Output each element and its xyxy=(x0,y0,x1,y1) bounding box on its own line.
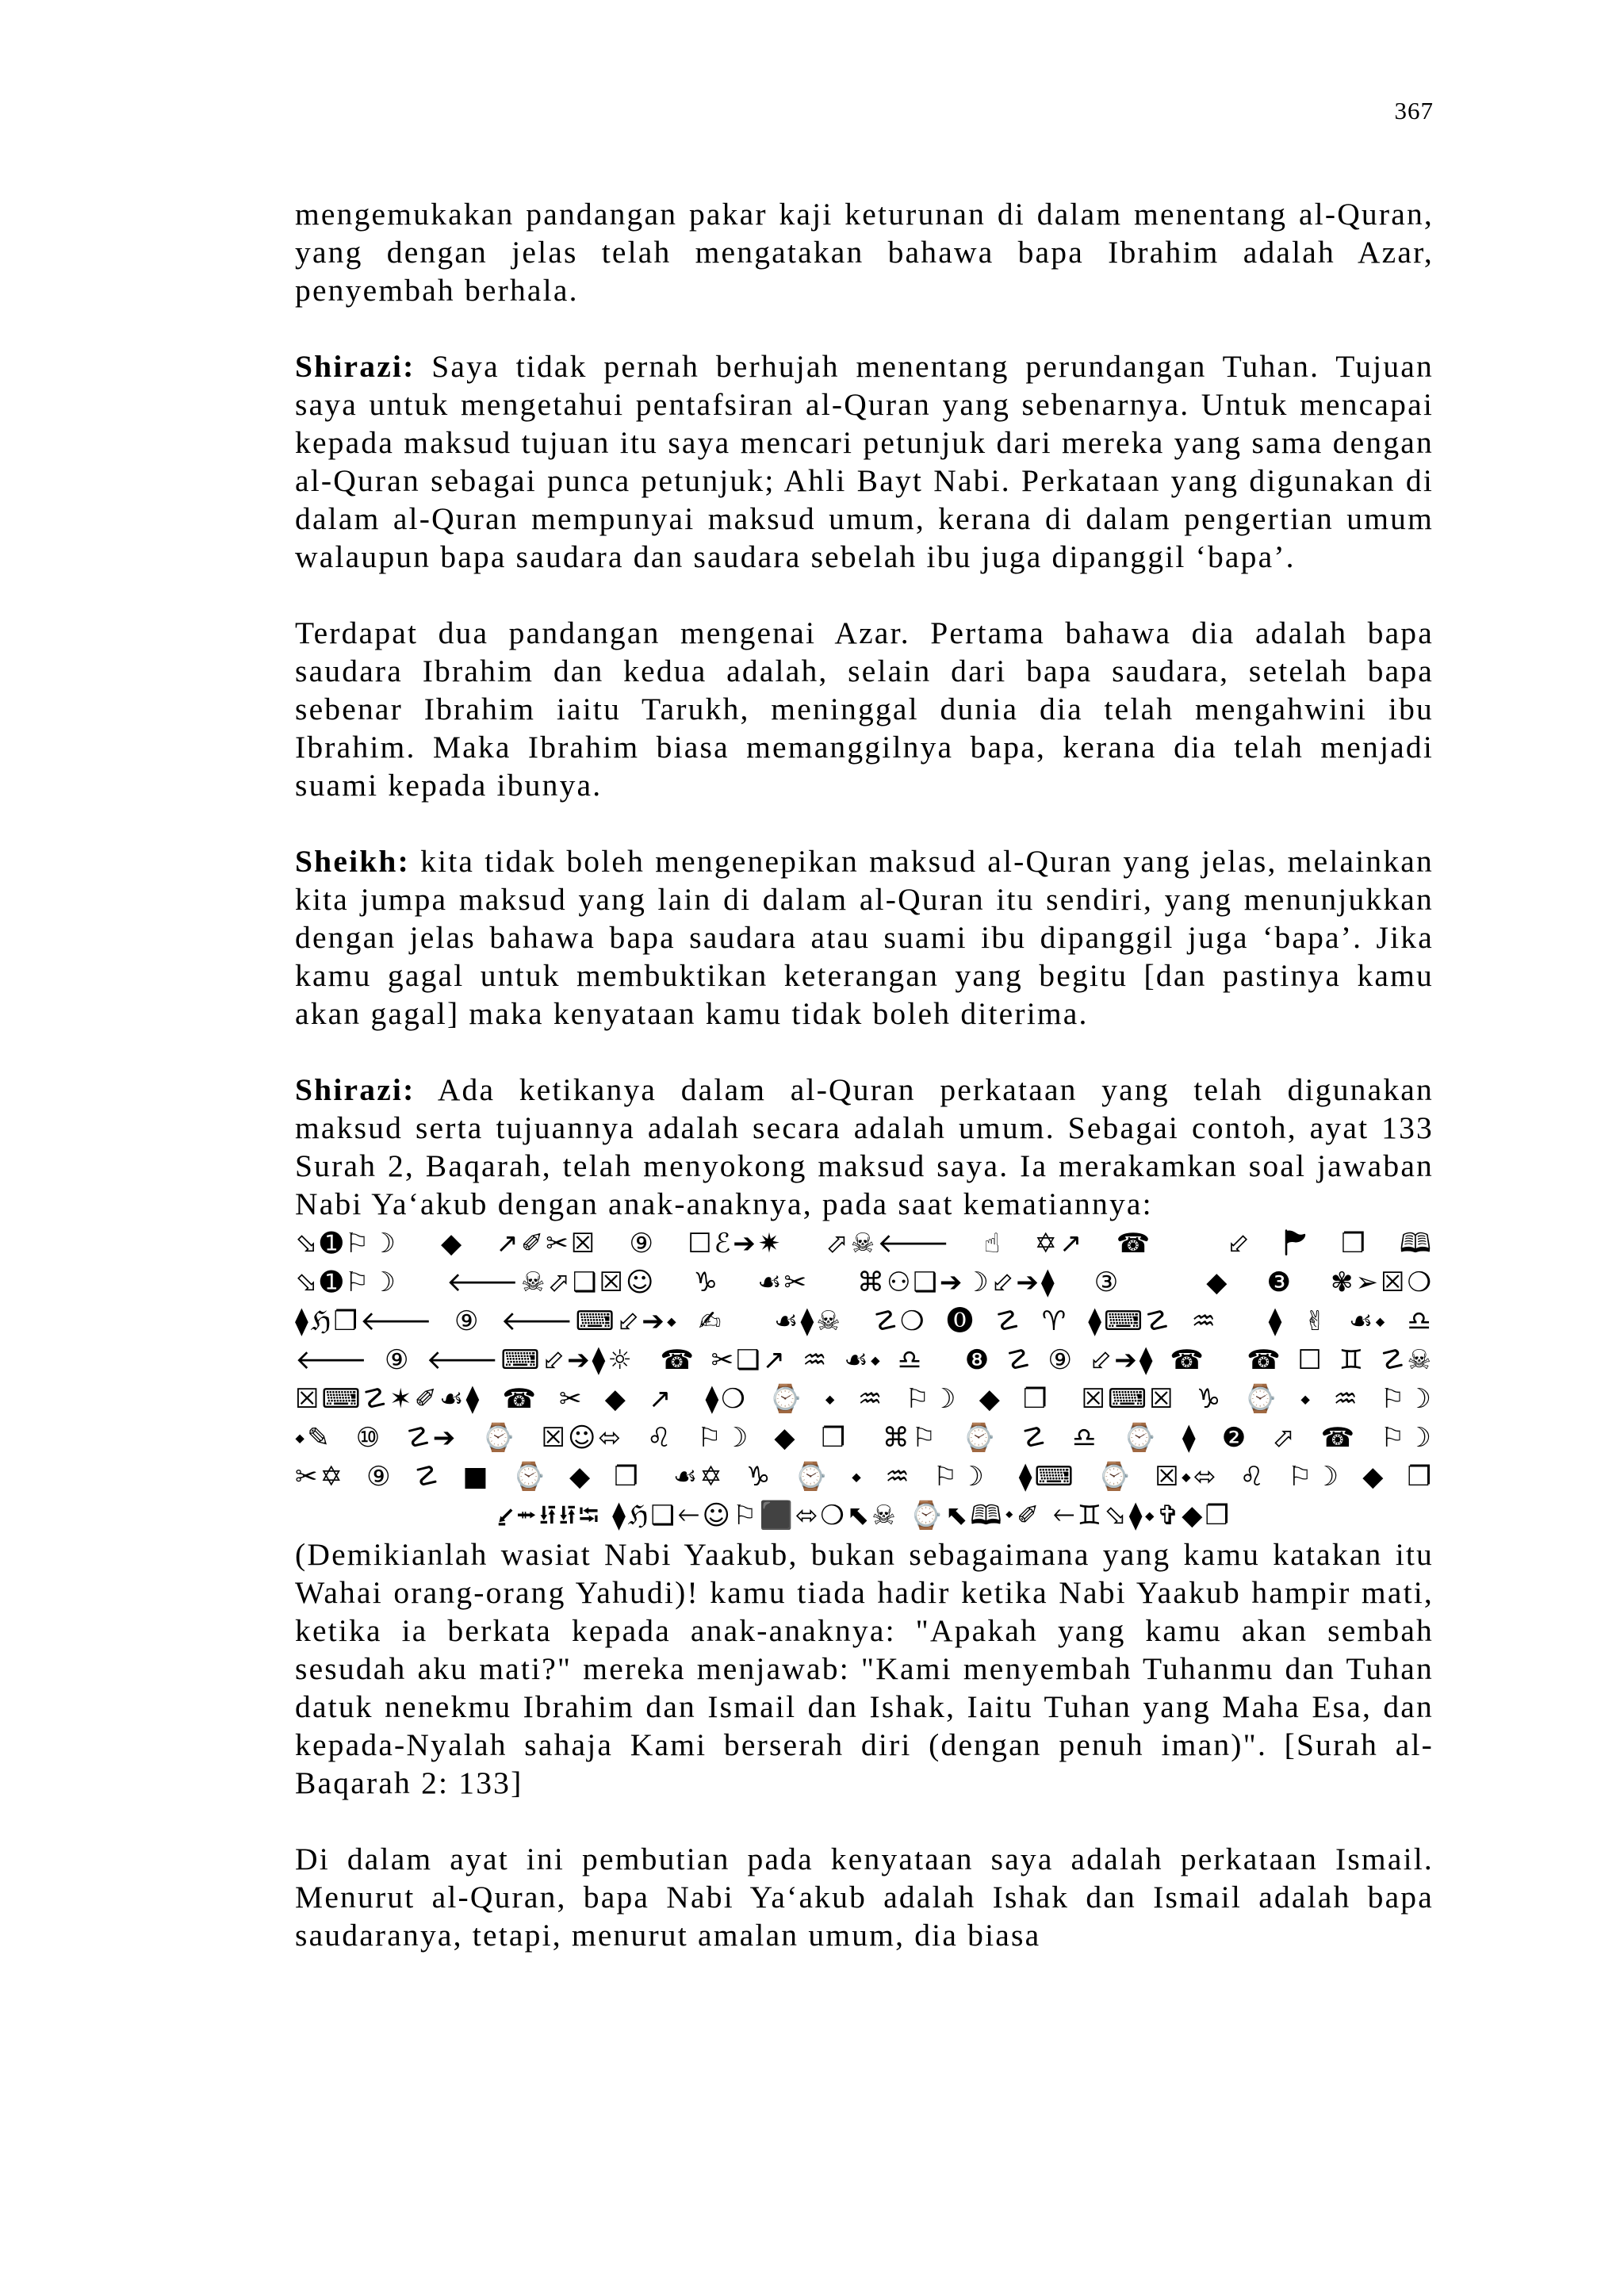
verse-line: ⬩✎⑩☡➔⌚☒☺⬄♌⚐☽◆❐ ⌘⚐⌚☡♎⌚⧫❷⬀☎⚐☽ xyxy=(295,1422,1434,1454)
page-number: 367 xyxy=(1394,97,1434,125)
verse-line: ✂✡⑨☡■⌚◆❐ ☙✡♑⌚⬩♒⚐☽ ⧫⌨⌚☒⬩⬄♌⚐☽◆❐ xyxy=(295,1461,1434,1493)
verse-line: ⬂➊⚐☽ ◆↗✐✂☒⑨☐ℰ➔✷ ⬀☠🡐☝✡↗☎ ⬃🏲❐🕮 xyxy=(295,1228,1434,1259)
verse-line: 🡐⑨🡐⌨⬃➔⧫☼ ☎✂❑↗♒☙⬩♎ ❽☡⑨⬃➔⧫☎ ☎☐♊☡☠ xyxy=(295,1344,1434,1376)
paragraph-2 xyxy=(295,347,1434,576)
paragraph-text: mengemukakan pandangan pakar kaji keturunan di dalam menentang al-Quran, yang dengan jelas telah mengatakan bahawa bapa Ibrahim adalah Azar, penyembah berhala. xyxy=(295,197,1434,308)
quran-verse-symbol-font xyxy=(295,1225,1434,1535)
paragraph-5 xyxy=(295,1071,1434,1223)
speaker-label: Sheikh: xyxy=(295,844,410,879)
closing-paragraph: Di dalam ayat ini pembutian pada kenyataan saya adalah perkataan Ismail. Menurut al-Quran, bapa Nabi Ya‘akub adalah Ishak dan Ismail adalah bapa saudaranya, tetapi, menurut amalan umum, dia biasa xyxy=(295,1842,1434,1953)
verse-translation: (Demikianlah wasiat Nabi Yaakub, bukan sebagaimana yang kamu katakan itu Wahai orang-orang Yahudi)! kamu tiada hadir ketika Nabi Yaakub hampir mati, ketika ia berkata kepada anak-anaknya: "Apakah yang kamu akan sembah sesudah aku mati?" mereka menjawab: "Kami menyembah Tuhanmu dan Tuhan datuk nenekmu Ibrahim dan Ismail dan Ishak, Iaitu Tuhan yang Maha Esa, dan kepada-Nyalah sahaja Kami berserah diri (dengan penuh iman)". [Surah al-Baqarah 2: 133] xyxy=(295,1537,1434,1800)
paragraph-3 xyxy=(295,614,1434,804)
verse-line: ⭹⭼⭿⭿⭾ ⧫ℌ❑🡐☺⚐⬛⬄❍⬉☠ ⌚⬉🕮⬩✐ 🡐♊⬂⧫⬩✞◆❐ xyxy=(497,1500,1231,1531)
paragraph-text: Saya tidak pernah berhujah menentang perundangan Tuhan. Tujuan saya untuk mengetahui pentafsiran al-Quran yang sebenarnya. Untuk mencapai kepada maksud tujuan itu saya mencari petunjuk dari mereka yang sama dengan al-Quran sebagai punca petunjuk; Ahli Bayt Nabi. Perkataan yang digunakan di dalam al-Quran mempunyai maksud umum, kerana di dalam pengertian umum walaupun bapa saudara dan saudara sebelah ibu juga dipanggil ‘bapa’. xyxy=(295,349,1434,574)
paragraph-text: kita tidak boleh mengenepikan maksud al-Quran yang jelas, melainkan kita jumpa maksud yang lain di dalam al-Quran itu sendiri, yang menunjukkan dengan jelas bahawa bapa saudara atau suami ibu dipanggil juga ‘bapa’. Jika kamu gagal untuk membuktikan keterangan yang begitu [dan pastinya kamu akan gagal] maka kenyataan kamu tidak boleh diterima. xyxy=(295,844,1434,1031)
verse-line: ☒⌨☡✶✐☙⧫☎✂◆↗ ⧫❍⌚⬩♒⚐☽◆❐ ☒⌨☒♑⌚⬩♒⚐☽ xyxy=(295,1383,1434,1415)
speaker-label: Shirazi: xyxy=(295,349,416,384)
speaker-label: Shirazi: xyxy=(295,1072,416,1107)
body-text xyxy=(295,195,1434,1954)
paragraph-text: Ada ketikanya dalam al-Quran perkataan yang telah digunakan maksud serta tujuannya adalah secara adalah umum. Sebagai contoh, ayat 133 Surah 2, Baqarah, telah menyokong maksud saya. Ia merakamkan soal jawaban Nabi Ya‘akub dengan anak-anaknya, pada saat kematiannya: xyxy=(295,1072,1434,1221)
paragraph-4 xyxy=(295,842,1434,1033)
verse-line: ⧫ℌ❐🡐⑨🡐⌨⬃➔⬩✍ ☙⧫☠ ☡❍⓿☡♈⧫⌨☡♒ ⧫✌☙⬩♎ xyxy=(295,1305,1434,1337)
verse-line: ⬂➊⚐☽ 🡐☠⬀❑☒☺♑☙✂ ⌘⚇❑➔☽⬃➔⧫③ ◆❸✾➢☒❍ xyxy=(295,1267,1434,1298)
paragraph-1 xyxy=(295,195,1434,309)
paragraph-text: Terdapat dua pandangan mengenai Azar. Pertama bahawa dia adalah bapa saudara Ibrahim dan kedua adalah, selain dari bapa saudara, setelah bapa sebenar Ibrahim iaitu Tarukh, meninggal dunia dia telah mengahwini ibu Ibrahim. Maka Ibrahim biasa memanggilnya bapa, kerana dia telah menjadi suami kepada ibunya. xyxy=(295,615,1434,803)
